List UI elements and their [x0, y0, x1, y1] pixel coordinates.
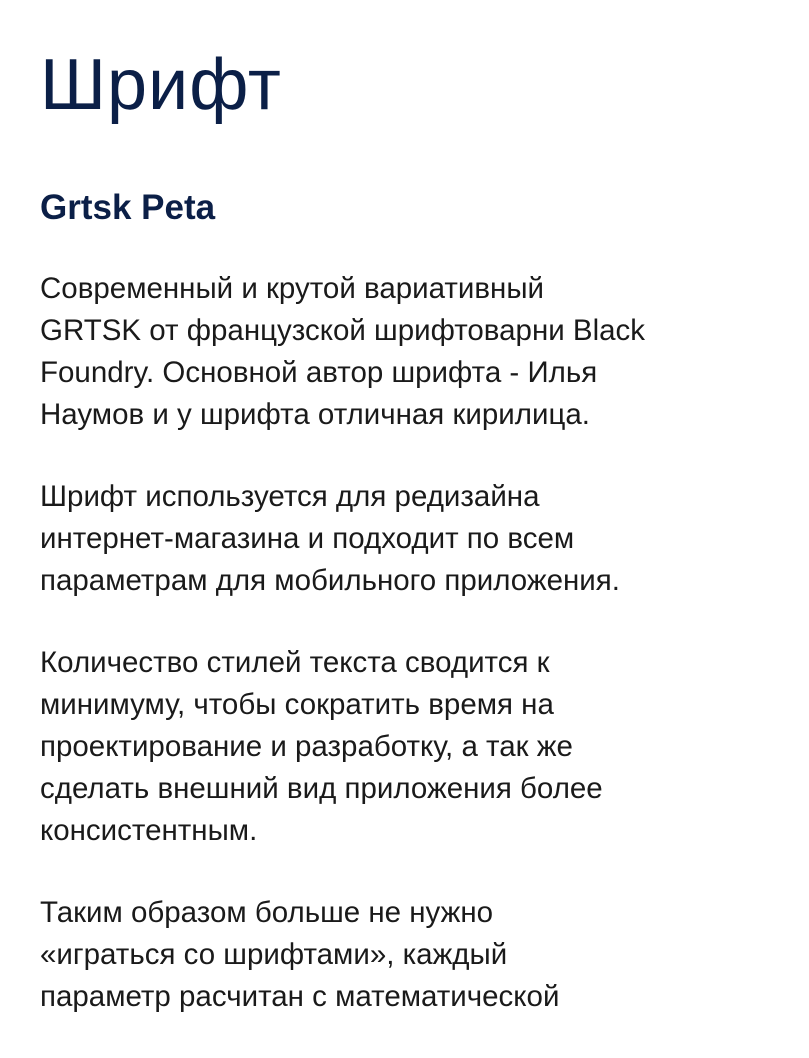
paragraph-1: [40, 268, 780, 436]
text-line: проектирование и разработку, а так же: [40, 730, 573, 763]
body-text: [40, 268, 780, 1058]
text-line: Шрифт используется для редизайна: [40, 480, 540, 513]
text-line: параметр расчитан с математической: [40, 980, 560, 1013]
text-line: Современный и крутой вариативный: [40, 272, 545, 305]
text-line: минимуму, чтобы сократить время на: [40, 688, 554, 721]
text-line: интернет-магазина и подходит по всем: [40, 522, 575, 555]
font-name-heading: Grtsk Peta: [40, 188, 216, 227]
paragraph-3: [40, 642, 780, 852]
paragraph-2: [40, 476, 780, 602]
text-line: консистентным.: [40, 814, 258, 847]
text-line: «играться со шрифтами», каждый: [40, 938, 508, 971]
text-line: Наумов и у шрифта отличная кирилица.: [40, 398, 590, 431]
text-line: сделать внешний вид приложения более: [40, 772, 603, 805]
text-line: параметрам для мобильного приложения.: [40, 564, 620, 597]
page-title: Шрифт: [40, 45, 282, 125]
text-line: Таким образом больше не нужно: [40, 896, 494, 929]
text-line: Количество стилей текста сводится к: [40, 646, 550, 679]
paragraph-4: [40, 892, 780, 1018]
text-line: GRTSK от французской шрифтоварни Black: [40, 314, 646, 347]
text-line: Foundry. Основной автор шрифта - Илья: [40, 356, 598, 389]
